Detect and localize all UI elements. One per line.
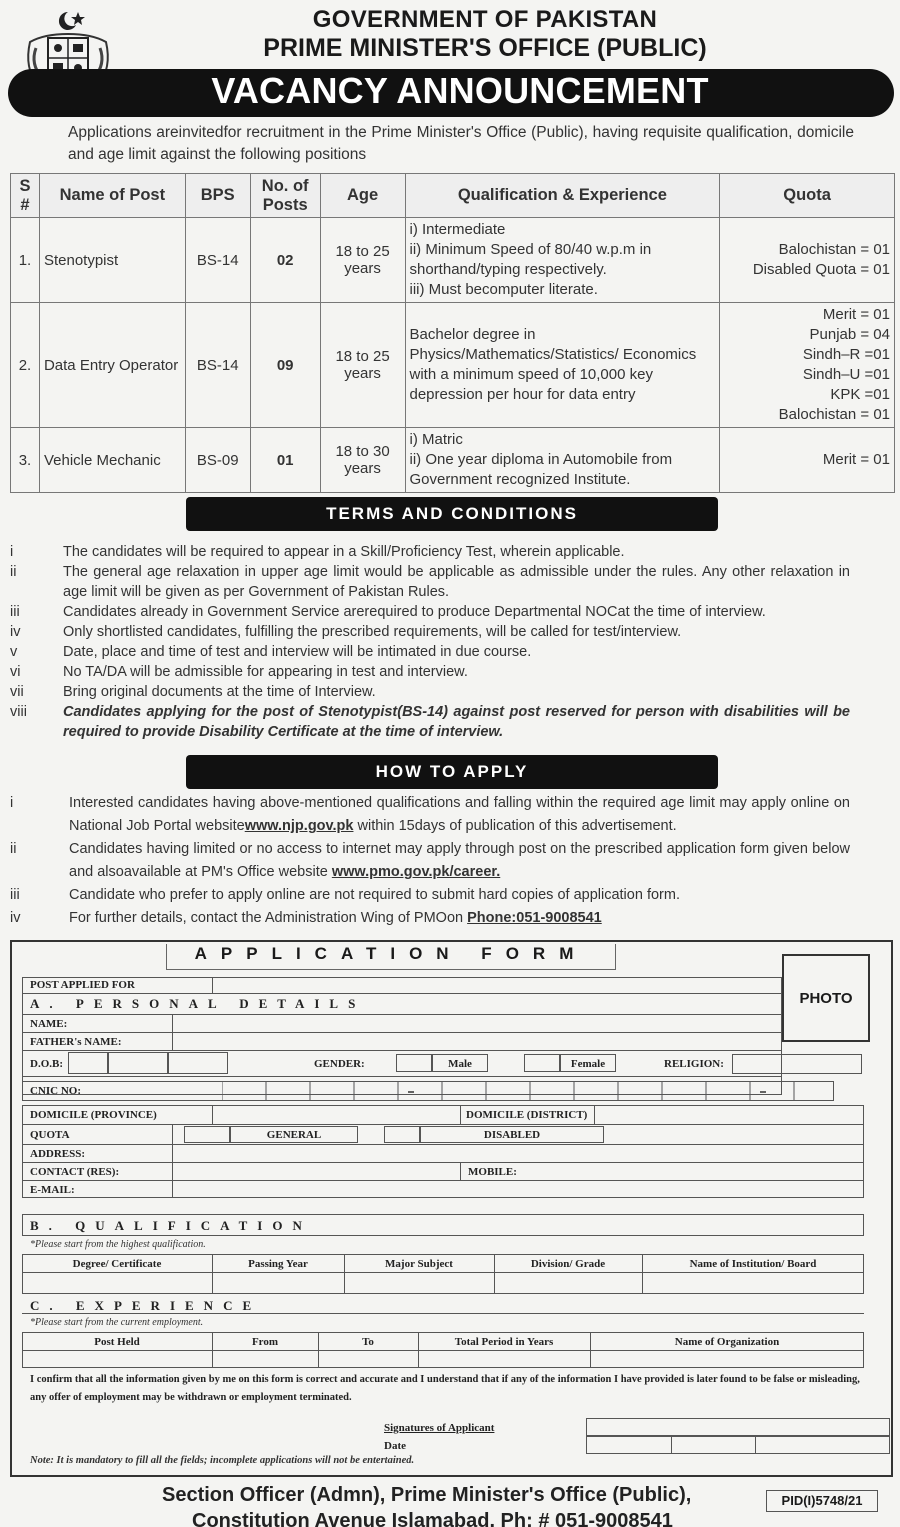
label-disabled: DISABLED bbox=[420, 1126, 604, 1143]
grid-line bbox=[755, 1437, 756, 1453]
qual-line: ii) Minimum Speed of 80/40 w.p.m in shorthand/typing respectively. bbox=[409, 241, 652, 278]
header-age: Age bbox=[320, 174, 405, 218]
item-number: iii bbox=[10, 887, 20, 903]
date-field[interactable] bbox=[586, 1436, 890, 1454]
label-domicile-district: DOMICILE (DISTRICT) bbox=[466, 1109, 588, 1121]
cell-bps: BS-14 bbox=[185, 303, 250, 428]
list-item bbox=[10, 838, 850, 884]
grid-line bbox=[212, 977, 213, 993]
pid-badge: PID(I)5748/21 bbox=[766, 1490, 878, 1512]
label-quota: QUOTA bbox=[30, 1129, 70, 1141]
label-female: Female bbox=[560, 1054, 616, 1072]
header-government: GOVERNMENT OF PAKISTAN bbox=[312, 6, 658, 33]
item-number: vii bbox=[10, 684, 24, 700]
col-organization: Name of Organization bbox=[674, 1336, 780, 1348]
quota-line: Sindh–U =01 bbox=[802, 366, 890, 383]
qual-line: i) Intermediate bbox=[409, 221, 506, 238]
cell-post: Data Entry Operator bbox=[39, 303, 185, 428]
list-item bbox=[10, 662, 850, 682]
experience-note: *Please start from the current employment. bbox=[30, 1317, 204, 1328]
grid-line bbox=[22, 1313, 864, 1314]
item-number: i bbox=[10, 544, 14, 560]
list-item bbox=[10, 682, 850, 702]
religion-field[interactable] bbox=[732, 1054, 862, 1074]
qual-line: iii) Must becomputer literate. bbox=[409, 281, 598, 298]
col-to: To bbox=[362, 1336, 374, 1348]
header-post: Name of Post bbox=[39, 174, 185, 218]
photo-box[interactable]: PHOTO bbox=[782, 954, 870, 1042]
cell-posts: 02 bbox=[250, 218, 320, 303]
label-address: ADDRESS: bbox=[30, 1148, 86, 1160]
label-mobile: MOBILE: bbox=[468, 1166, 517, 1178]
dob-month-field[interactable] bbox=[108, 1052, 168, 1074]
father-name-field[interactable] bbox=[176, 1034, 776, 1048]
cnic-field[interactable] bbox=[222, 1081, 834, 1101]
intro-text: Applications areinvitedfor recruitment in the Prime Minister's Office (Public), having requisite qualification, domicile and age limit against the following positions bbox=[68, 124, 854, 163]
dob-day-field[interactable] bbox=[68, 1052, 108, 1074]
label-contact-res: CONTACT (RES): bbox=[30, 1166, 120, 1178]
pmo-career-link[interactable]: www.pmo.gov.pk/career. bbox=[331, 864, 501, 880]
mobile-field[interactable] bbox=[524, 1164, 862, 1179]
item-text: For further details, contact the Administration Wing of PMOon bbox=[69, 910, 468, 926]
item-number: iv bbox=[10, 910, 21, 926]
signature-field[interactable] bbox=[586, 1418, 890, 1436]
item-text: Candidates already in Government Service arerequired to produce Departmental NOCat the time of interview. bbox=[63, 604, 766, 620]
disabled-checkbox[interactable] bbox=[384, 1126, 420, 1143]
label-gender: GENDER: bbox=[314, 1058, 365, 1070]
njp-link[interactable]: www.njp.gov.pk bbox=[244, 818, 354, 834]
header-posts: No. of Posts bbox=[250, 174, 320, 218]
vacancy-table bbox=[10, 173, 895, 493]
label-religion: RELIGION: bbox=[664, 1058, 724, 1070]
quota-line: Balochistan = 01 bbox=[778, 406, 890, 423]
grid-line bbox=[22, 1014, 782, 1015]
qualification-note: *Please start from the highest qualification. bbox=[30, 1239, 206, 1250]
list-item bbox=[10, 622, 850, 642]
quota-line: Disabled Quota = 01 bbox=[752, 261, 890, 278]
list-item bbox=[10, 562, 850, 602]
quota-line: Balochistan = 01 bbox=[778, 241, 890, 258]
col-institution: Name of Institution/ Board bbox=[689, 1258, 817, 1270]
cell-age: 18 to 25 years bbox=[320, 218, 405, 303]
item-number: ii bbox=[10, 564, 17, 580]
email-field[interactable] bbox=[174, 1182, 862, 1197]
footer-line1: Section Officer (Admn), Prime Minister's Office (Public), bbox=[162, 1484, 692, 1506]
cell-age: 18 to 25 years bbox=[320, 303, 405, 428]
cell-sno: 3. bbox=[11, 428, 40, 493]
item-number: iii bbox=[10, 604, 20, 620]
grid-line bbox=[460, 1162, 461, 1180]
item-number: v bbox=[10, 644, 18, 660]
terms-heading: TERMS AND CONDITIONS bbox=[186, 497, 718, 531]
grid-line bbox=[594, 1105, 595, 1124]
grid-line bbox=[22, 1124, 864, 1125]
domicile-district-field[interactable] bbox=[596, 1107, 862, 1123]
col-division: Division/ Grade bbox=[530, 1258, 606, 1270]
header-quota: Quota bbox=[720, 174, 895, 218]
grid-line bbox=[22, 1162, 864, 1163]
label-father-name: FATHER's NAME: bbox=[30, 1036, 122, 1048]
col-post-held: Post Held bbox=[94, 1336, 140, 1348]
list-item bbox=[10, 642, 850, 662]
list-item bbox=[10, 702, 850, 742]
label-email: E-MAIL: bbox=[30, 1184, 75, 1196]
grid-line bbox=[172, 1014, 173, 1050]
item-text: Candidates applying for the post of Stenotypist(BS-14) against post reserved for person with disabilities will be required to provide Disability Certificate at the time of interview. bbox=[63, 704, 850, 740]
grid-line bbox=[22, 993, 782, 994]
col-from: From bbox=[251, 1336, 279, 1348]
table-row bbox=[11, 303, 895, 428]
cell-post: Vehicle Mechanic bbox=[39, 428, 185, 493]
list-item bbox=[10, 602, 850, 622]
qual-line: Bachelor degree in Physics/Mathematics/Statistics/ Economics with a minimum speed of 10,000 key depression per hour for data entry bbox=[409, 326, 697, 403]
cell-sno: 1. bbox=[11, 218, 40, 303]
howto-heading: HOW TO APPLY bbox=[186, 755, 718, 789]
cell-qualification bbox=[405, 428, 720, 493]
phone-link[interactable]: Phone:051-9008541 bbox=[467, 910, 602, 926]
qualification-entry-row[interactable] bbox=[23, 1274, 863, 1293]
form-title: APPLICATION FORM bbox=[166, 944, 616, 970]
item-text: within 15days of publication of this advertisement. bbox=[353, 818, 677, 834]
col-degree: Degree/ Certificate bbox=[72, 1258, 162, 1270]
item-text: Interested candidates having above-mentioned qualifications and falling within the required age limit may apply online on National Job Portal website bbox=[69, 795, 850, 834]
col-total-period: Total Period in Years bbox=[454, 1336, 554, 1348]
grid-line bbox=[172, 1124, 173, 1198]
cell-qualification bbox=[405, 303, 720, 428]
quota-line: KPK =01 bbox=[830, 386, 890, 403]
item-text: Date, place and time of test and interview will be intimated in due course. bbox=[63, 644, 532, 660]
cell-post: Stenotypist bbox=[39, 218, 185, 303]
table-row bbox=[11, 428, 895, 493]
col-major-subject: Major Subject bbox=[385, 1258, 453, 1270]
section-qualification: B. QUALIFICATION bbox=[30, 1218, 312, 1233]
cell-bps: BS-14 bbox=[185, 218, 250, 303]
label-cnic: CNIC NO: bbox=[30, 1085, 82, 1097]
page-title: VACANCY ANNOUNCEMENT bbox=[211, 70, 709, 111]
table-header-row bbox=[11, 174, 895, 218]
label-male: Male bbox=[432, 1054, 488, 1072]
item-text: The general age relaxation in upper age limit would be applicable as admissible under the rules. Any other relaxation in age limit will be given as per Government of Pakistan Rules. bbox=[63, 564, 850, 600]
terms-list bbox=[10, 542, 850, 742]
howto-list bbox=[10, 792, 850, 930]
female-checkbox[interactable] bbox=[524, 1054, 560, 1072]
grid-line bbox=[22, 1272, 864, 1273]
grid-line bbox=[22, 1350, 864, 1351]
cell-quota bbox=[720, 303, 895, 428]
list-item bbox=[10, 907, 850, 930]
grid-line bbox=[22, 1050, 782, 1051]
cell-posts: 01 bbox=[250, 428, 320, 493]
confirmation-statement: I confirm that all the information given by me on this form is correct and accurate and I understand that if any of the information I have provided is later found to be false or misleading, any offer of employment may be withdrawn or employment terminated. bbox=[30, 1374, 860, 1403]
quota-line: Punjab = 04 bbox=[809, 326, 890, 343]
list-item bbox=[10, 542, 850, 562]
experience-entry-row[interactable] bbox=[23, 1352, 863, 1367]
contact-res-field[interactable] bbox=[174, 1164, 458, 1179]
cell-quota bbox=[720, 428, 895, 493]
cell-age: 18 to 30 years bbox=[320, 428, 405, 493]
item-number: ii bbox=[10, 841, 17, 857]
item-text: Candidates having limited or no access to internet may apply through post on the prescribed application form given below and alsoavailable at PM's Office website bbox=[69, 841, 850, 880]
grid-line bbox=[22, 1076, 782, 1077]
quota-line: Merit = 01 bbox=[822, 451, 890, 468]
qual-line: ii) One year diploma in Automobile from Government recognized Institute. bbox=[409, 451, 673, 488]
general-checkbox[interactable] bbox=[184, 1126, 230, 1143]
grid-line bbox=[22, 1180, 864, 1181]
table-row bbox=[11, 218, 895, 303]
male-checkbox[interactable] bbox=[396, 1054, 432, 1072]
footer-line2: Constitution Avenue Islamabad. Ph: # 051-9008541 bbox=[192, 1510, 673, 1527]
item-text: The candidates will be required to appear in a Skill/Proficiency Test, wherein applicable. bbox=[63, 544, 625, 560]
section-personal: A. PERSONAL DETAILS bbox=[30, 996, 366, 1011]
qual-line: i) Matric bbox=[409, 431, 463, 448]
grid-line bbox=[671, 1437, 672, 1453]
grid-line bbox=[460, 1105, 461, 1124]
section-experience: C. EXPERIENCE bbox=[30, 1298, 262, 1313]
label-post-applied: POST APPLIED FOR bbox=[30, 979, 135, 991]
col-passing-year: Passing Year bbox=[248, 1258, 308, 1270]
list-item bbox=[10, 884, 850, 907]
label-dob: D.O.B: bbox=[30, 1058, 63, 1070]
item-text: No TA/DA will be admissible for appearing in test and interview. bbox=[63, 664, 468, 680]
header-office: PRIME MINISTER'S OFFICE (PUBLIC) bbox=[263, 34, 707, 62]
grid-line bbox=[212, 1105, 213, 1124]
item-number: vi bbox=[10, 664, 21, 680]
header-bps: BPS bbox=[185, 174, 250, 218]
item-text: Candidate who prefer to apply online are not required to submit hard copies of application form. bbox=[69, 887, 680, 903]
mandatory-note: Note: It is mandatory to fill all the fields; incomplete applications will not be entertained. bbox=[30, 1455, 415, 1466]
address-field[interactable] bbox=[174, 1146, 862, 1161]
label-general: GENERAL bbox=[230, 1126, 358, 1143]
item-number: viii bbox=[10, 704, 27, 720]
item-text: Only shortlisted candidates, fulfilling the prescribed requirements, will be called for test/interview. bbox=[63, 624, 682, 640]
quota-line: Sindh–R =01 bbox=[802, 346, 890, 363]
post-applied-field[interactable] bbox=[214, 979, 774, 992]
grid-line bbox=[22, 1032, 782, 1033]
cell-bps: BS-09 bbox=[185, 428, 250, 493]
label-domicile-province: DOMICILE (PROVINCE) bbox=[30, 1109, 157, 1121]
item-number: iv bbox=[10, 624, 21, 640]
header-qualification: Qualification & Experience bbox=[405, 174, 720, 218]
dob-year-field[interactable] bbox=[168, 1052, 228, 1074]
cell-posts: 09 bbox=[250, 303, 320, 428]
list-item bbox=[10, 792, 850, 838]
item-number: i bbox=[10, 795, 14, 811]
quota-line: Merit = 01 bbox=[822, 306, 890, 323]
header-sno: S # bbox=[11, 174, 40, 218]
domicile-province-field[interactable] bbox=[214, 1107, 458, 1123]
cell-quota bbox=[720, 218, 895, 303]
label-signature: Signatures of Applicant bbox=[384, 1422, 495, 1434]
grid-line bbox=[22, 1144, 864, 1145]
label-name: NAME: bbox=[30, 1018, 68, 1030]
cell-sno: 2. bbox=[11, 303, 40, 428]
label-date: Date bbox=[384, 1440, 406, 1452]
cell-qualification bbox=[405, 218, 720, 303]
name-field[interactable] bbox=[176, 1016, 776, 1030]
item-text: Bring original documents at the time of Interview. bbox=[63, 684, 376, 700]
